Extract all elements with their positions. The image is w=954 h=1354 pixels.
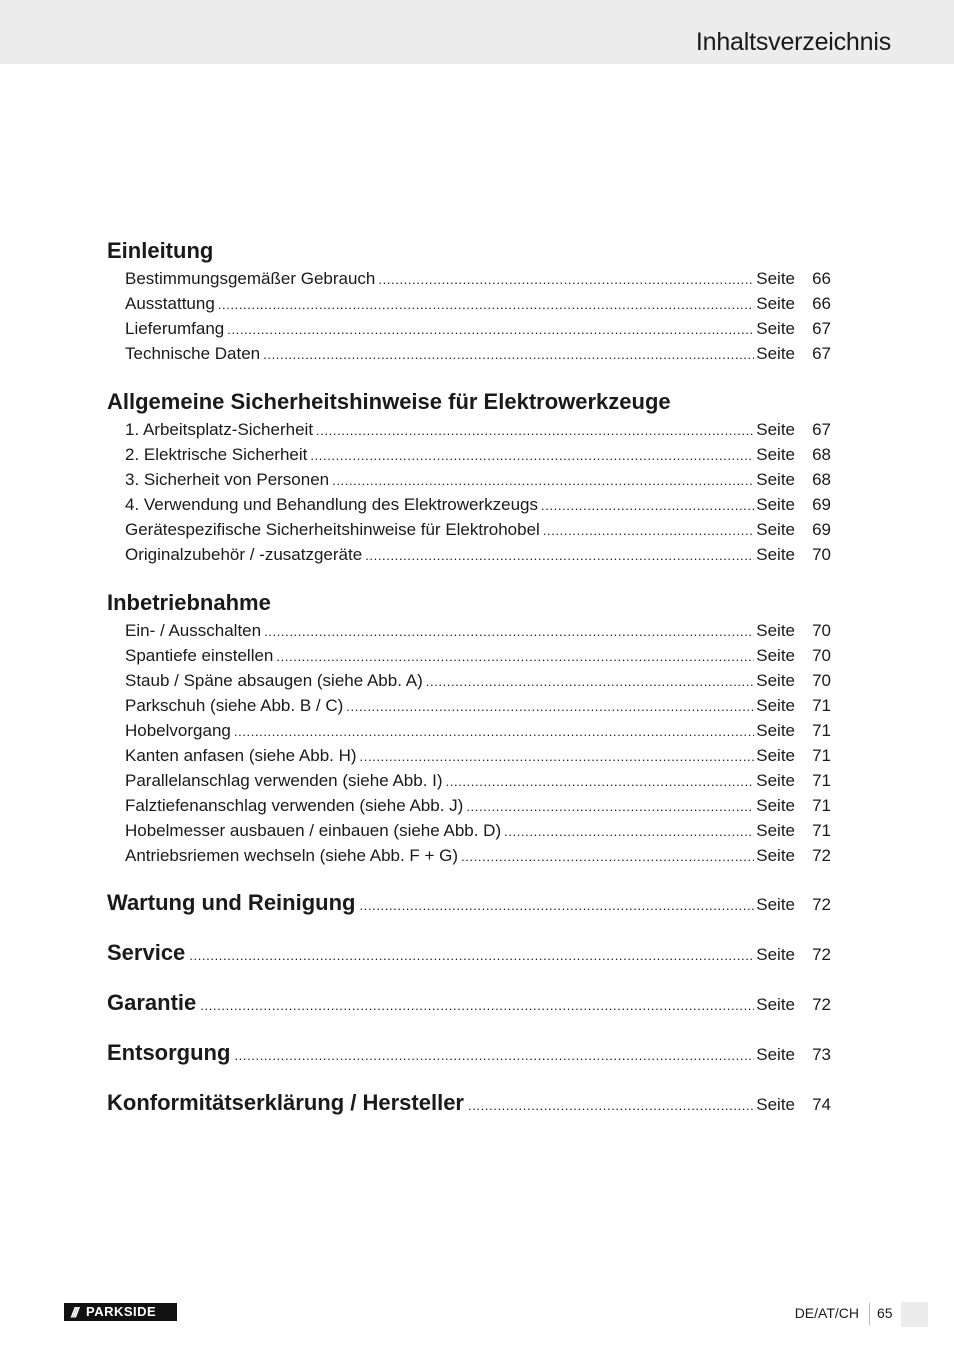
leader-dots (461, 844, 754, 869)
leader-dots (365, 543, 754, 568)
toc-entry[interactable] (107, 718, 831, 743)
seite-label: Seite (756, 269, 795, 288)
toc-entry[interactable] (107, 618, 831, 643)
entry-label: 2. Elektrische Sicherheit (125, 445, 308, 464)
entry-label: 1. Arbeitsplatz-Sicherheit (125, 420, 314, 439)
entry-page: 71 (812, 821, 831, 840)
entry-label: Staub / Späne absaugen (siehe Abb. A) (125, 671, 423, 690)
entry-page: 70 (812, 621, 831, 640)
entry-page: 74 (812, 1095, 831, 1114)
seite-label: Seite (756, 1095, 795, 1114)
entry-label: Hobelmesser ausbauen / einbauen (siehe Abb. D) (125, 821, 502, 840)
toc-entry[interactable] (107, 266, 831, 291)
toc-entry[interactable] (107, 643, 831, 668)
seite-label: Seite (756, 344, 795, 363)
seite-label: Seite (756, 420, 795, 439)
section-einleitung (107, 236, 831, 366)
entry-label: Lieferumfang (125, 319, 225, 338)
entry-page: 67 (812, 344, 831, 363)
leader-dots (360, 744, 755, 769)
logo-stripes-icon: /// (71, 1304, 77, 1320)
seite-label: Seite (756, 945, 795, 964)
leader-dots (446, 769, 755, 794)
entry-label: Hobelvorgang (125, 721, 231, 740)
section-title: Einleitung (107, 238, 214, 263)
toc-entry[interactable] (107, 668, 831, 693)
entry-page: 72 (812, 995, 831, 1014)
seite-label: Seite (756, 1045, 795, 1064)
entry-page: 70 (812, 646, 831, 665)
entry-label: Parkschuh (siehe Abb. B / C) (125, 696, 344, 715)
seite-label: Seite (756, 671, 795, 690)
section-title: Konformitätserklärung / Hersteller (107, 1090, 464, 1115)
toc-entry[interactable] (107, 467, 831, 492)
leader-dots (276, 644, 754, 669)
toc-section-service[interactable] (107, 938, 831, 968)
entry-page: 71 (812, 771, 831, 790)
toc-section-garantie[interactable] (107, 988, 831, 1018)
leader-dots (234, 719, 754, 744)
leader-dots (468, 1091, 754, 1121)
parkside-logo (64, 1303, 177, 1321)
seite-label: Seite (756, 846, 795, 865)
section-title: Entsorgung (107, 1040, 231, 1065)
leader-dots (310, 443, 754, 468)
entry-label: 4. Verwendung und Behandlung des Elektrowerkzeugs (125, 495, 539, 514)
entry-label: Originalzubehör / -zusatzgeräte (125, 545, 363, 564)
table-of-contents (107, 236, 831, 1138)
leader-dots (200, 991, 754, 1021)
seite-label: Seite (756, 796, 795, 815)
seite-label: Seite (756, 721, 795, 740)
entry-page: 69 (812, 520, 831, 539)
leader-dots (504, 819, 754, 844)
entry-page: 71 (812, 721, 831, 740)
footer-divider (869, 1303, 870, 1325)
seite-label: Seite (756, 470, 795, 489)
entry-page: 66 (812, 269, 831, 288)
seite-label: Seite (756, 995, 795, 1014)
seite-label: Seite (756, 319, 795, 338)
seite-label: Seite (756, 294, 795, 313)
entry-label: Technische Daten (125, 344, 261, 363)
toc-entry[interactable] (107, 417, 831, 442)
toc-entry[interactable] (107, 341, 831, 366)
seite-label: Seite (756, 646, 795, 665)
entry-label: Falztiefenanschlag verwenden (siehe Abb. J) (125, 796, 464, 815)
leader-dots (543, 518, 754, 543)
section-inbetriebnahme (107, 588, 831, 868)
entry-label: Gerätespezifische Sicherheitshinweise für Elektrohobel (125, 520, 540, 539)
entry-page: 68 (812, 470, 831, 489)
toc-entry[interactable] (107, 768, 831, 793)
brand-name: PARKSIDE (86, 1304, 157, 1319)
entry-page: 71 (812, 796, 831, 815)
leader-dots (332, 468, 754, 493)
entry-label: Ausstattung (125, 294, 215, 313)
locale-label: DE/AT/CH (794, 1305, 859, 1321)
page-title: Inhaltsverzeichnis (695, 28, 891, 56)
entry-page: 73 (812, 1045, 831, 1064)
entry-label: Antriebsriemen wechseln (siehe Abb. F + G) (125, 846, 459, 865)
toc-entry[interactable] (107, 542, 831, 567)
section-title: Garantie (107, 990, 197, 1015)
leader-dots (466, 794, 754, 819)
toc-section-konformitaet[interactable] (107, 1088, 831, 1118)
seite-label: Seite (756, 895, 795, 914)
entry-page: 72 (812, 895, 831, 914)
entry-page: 66 (812, 294, 831, 313)
toc-section-wartung[interactable] (107, 888, 831, 918)
entry-label: 3. Sicherheit von Personen (125, 470, 330, 489)
section-title: Inbetriebnahme (107, 590, 271, 615)
entry-page: 72 (812, 945, 831, 964)
leader-dots (234, 1041, 754, 1071)
entry-label: Parallelanschlag verwenden (siehe Abb. I) (125, 771, 443, 790)
toc-entry[interactable] (107, 291, 831, 316)
leader-dots (264, 619, 754, 644)
entry-page: 69 (812, 495, 831, 514)
leader-dots (316, 418, 754, 443)
entry-page: 67 (812, 319, 831, 338)
seite-label: Seite (756, 746, 795, 765)
seite-label: Seite (756, 771, 795, 790)
footer-tab-marker (901, 1302, 928, 1327)
toc-section-entsorgung[interactable] (107, 1038, 831, 1068)
leader-dots (346, 694, 754, 719)
toc-entry[interactable] (107, 316, 831, 341)
leader-dots (263, 342, 754, 367)
section-title: Allgemeine Sicherheitshinweise für Elektrowerkzeuge (107, 389, 671, 414)
entry-label: Kanten anfasen (siehe Abb. H) (125, 746, 357, 765)
leader-dots (541, 493, 754, 518)
seite-label: Seite (756, 621, 795, 640)
entry-page: 68 (812, 445, 831, 464)
toc-entry[interactable] (107, 693, 831, 718)
seite-label: Seite (756, 445, 795, 464)
seite-label: Seite (756, 520, 795, 539)
page-number: 65 (877, 1305, 893, 1321)
entry-page: 71 (812, 746, 831, 765)
leader-dots (218, 292, 754, 317)
toc-entry[interactable] (107, 743, 831, 768)
leader-dots (227, 317, 754, 342)
toc-entry[interactable] (107, 517, 831, 542)
leader-dots (378, 267, 754, 292)
toc-entry[interactable] (107, 793, 831, 818)
toc-entry[interactable] (107, 442, 831, 467)
seite-label: Seite (756, 495, 795, 514)
seite-label: Seite (756, 821, 795, 840)
leader-dots (359, 891, 754, 921)
leader-dots (426, 669, 755, 694)
toc-entry[interactable] (107, 492, 831, 517)
entry-label: Spantiefe einstellen (125, 646, 274, 665)
section-title: Service (107, 940, 186, 965)
seite-label: Seite (756, 696, 795, 715)
entry-label: Bestimmungsgemäßer Gebrauch (125, 269, 376, 288)
section-sicherheitshinweise (107, 387, 831, 567)
entry-label: Ein- / Ausschalten (125, 621, 262, 640)
entry-page: 71 (812, 696, 831, 715)
section-title: Wartung und Reinigung (107, 890, 356, 915)
entry-page: 70 (812, 545, 831, 564)
leader-dots (189, 941, 754, 971)
entry-page: 67 (812, 420, 831, 439)
toc-entry[interactable] (107, 818, 831, 843)
toc-entry[interactable] (107, 843, 831, 868)
entry-page: 72 (812, 846, 831, 865)
entry-page: 70 (812, 671, 831, 690)
seite-label: Seite (756, 545, 795, 564)
